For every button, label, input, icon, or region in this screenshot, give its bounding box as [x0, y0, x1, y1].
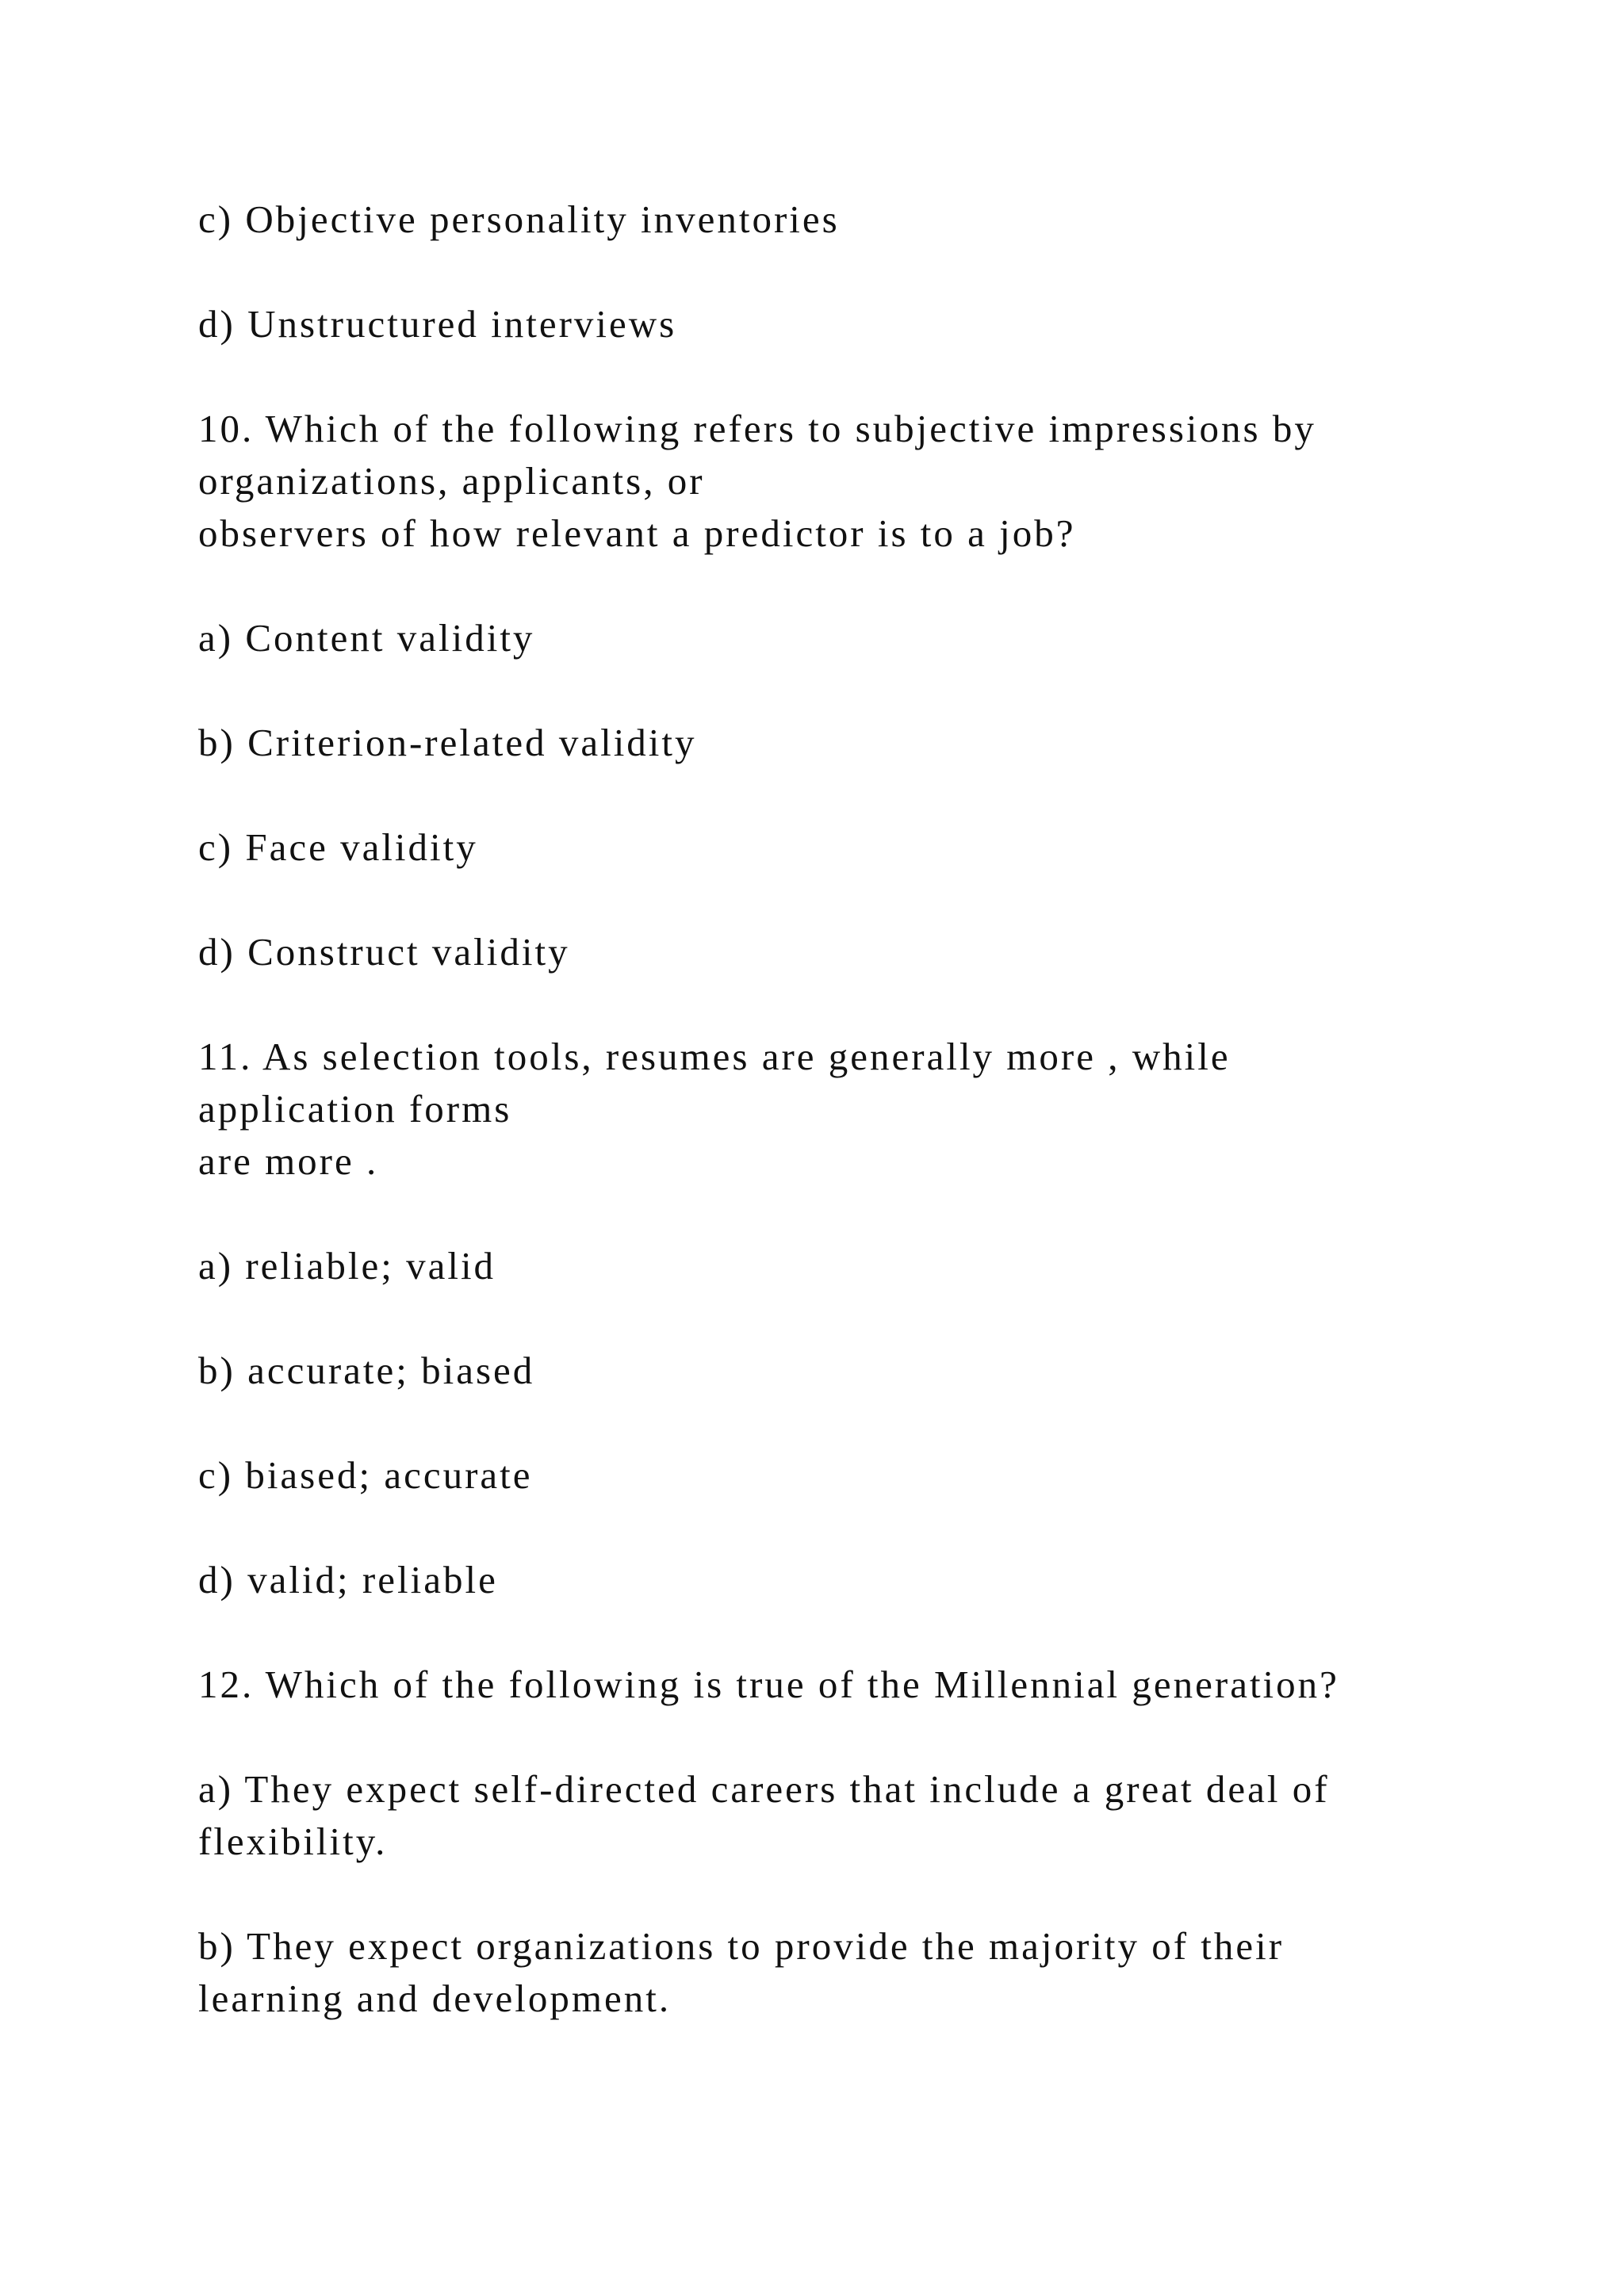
text-line: d) Construct validity — [198, 930, 570, 974]
text-line: flexibility. — [198, 1820, 388, 1863]
answer-option-12a — [198, 1763, 1530, 1868]
answer-option-9c — [198, 193, 1530, 246]
answer-option-10d — [198, 926, 1530, 978]
text-line: b) They expect organizations to provide the majority of their — [198, 1924, 1285, 1968]
answer-option-9d — [198, 298, 1530, 350]
answer-option-10b — [198, 717, 1530, 769]
answer-option-12b — [198, 1920, 1530, 2025]
text-line: 12. Which of the following is true of the Millennial generation? — [198, 1663, 1339, 1706]
text-line: observers of how relevant a predictor is to a job? — [198, 511, 1076, 555]
text-line: 10. Which of the following refers to subjective impressions by — [198, 407, 1316, 450]
text-line: b) Criterion-related validity — [198, 721, 697, 764]
answer-option-10a — [198, 612, 1530, 664]
text-line: c) biased; accurate — [198, 1453, 533, 1497]
text-line: 11. As selection tools, resumes are generally more , while — [198, 1035, 1231, 1078]
text-line: c) Objective personality inventories — [198, 197, 840, 241]
text-line: a) reliable; valid — [198, 1244, 496, 1288]
text-line: a) They expect self-directed careers that include a great deal of — [198, 1767, 1330, 1811]
text-line: application forms — [198, 1087, 512, 1131]
answer-option-11c — [198, 1449, 1530, 1502]
text-line: are more . — [198, 1139, 379, 1183]
text-line: organizations, applicants, or — [198, 459, 705, 503]
answer-option-11a — [198, 1240, 1530, 1292]
answer-option-10c — [198, 821, 1530, 874]
text-line: d) Unstructured interviews — [198, 302, 677, 346]
text-line: b) accurate; biased — [198, 1349, 535, 1392]
answer-option-11b — [198, 1345, 1530, 1397]
question-10 — [198, 403, 1530, 560]
question-11 — [198, 1031, 1530, 1188]
text-line: c) Face validity — [198, 825, 478, 869]
document-body — [198, 193, 1530, 2077]
text-line: a) Content validity — [198, 616, 535, 660]
question-12 — [198, 1659, 1530, 1711]
answer-option-11d — [198, 1554, 1530, 1606]
text-line: d) valid; reliable — [198, 1558, 498, 1601]
text-line: learning and development. — [198, 1976, 672, 2020]
